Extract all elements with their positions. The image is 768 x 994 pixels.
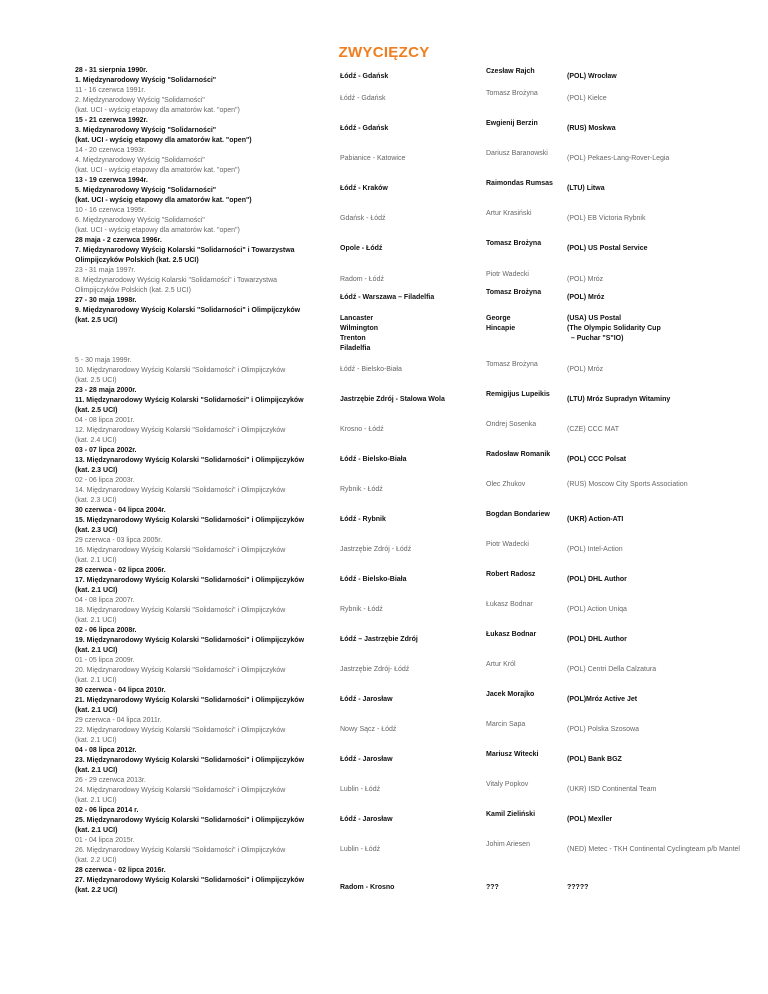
edition-dates: 26 - 29 czerwca 2013r. <box>75 777 146 784</box>
edition-block <box>75 806 304 836</box>
edition-dates: 29 czerwca - 03 lipca 2005r. <box>75 537 163 544</box>
team-cell: (RUS) Moskwa <box>567 125 616 132</box>
route-cell: Łódź - Bielsko-Biała <box>340 366 402 373</box>
route-cell: Łódź - Gdańsk <box>340 73 389 80</box>
winner-cell: Raimondas Rumsas <box>486 180 553 187</box>
winner-cell: Radosław Romanik <box>486 451 551 458</box>
edition-block <box>75 656 285 686</box>
edition-name: 16. Międzynarodowy Wyścig Kolarski "Solidarności" i Olimpijczyków <box>75 547 286 554</box>
winner-cell: Tomasz Brożyna <box>486 361 538 368</box>
route-cell: Łódź - Jarosław <box>340 696 393 703</box>
edition-name: (kat. 2.1 UCI) <box>75 617 117 624</box>
team-cell-extra: (USA) US Postal <box>567 315 622 322</box>
edition-name: 6. Międzynarodowy Wyścig "Solidarności" <box>75 217 205 224</box>
route-cell: Łódź - Kraków <box>340 185 388 192</box>
edition-name: 14. Międzynarodowy Wyścig Kolarski "Solidarności" i Olimpijczyków <box>75 487 286 494</box>
edition-dates: 02 - 06 lipca 2008r. <box>75 627 137 634</box>
route-cell: Radom - Krosno <box>340 884 395 891</box>
edition-block <box>75 476 285 506</box>
route-cell: Nowy Sącz - Łódź <box>340 726 397 733</box>
edition-name: (kat. 2.1 UCI) <box>75 557 117 564</box>
route-cell: Łódź - Gdańsk <box>340 95 386 102</box>
route-cell: Jastrzębie Zdrój - Stalowa Wola <box>340 396 445 403</box>
edition-name: (kat. UCI - wyścig etapowy dla amatorów kat. "open") <box>75 107 240 114</box>
route-cell: Jastrzębie Zdrój - Łódź <box>340 546 412 553</box>
route-cell: Łódź - Gdańsk <box>340 125 389 132</box>
page-title: ZWYCIĘZCY <box>338 44 430 61</box>
edition-dates: 5 - 30 maja 1999r. <box>75 357 132 364</box>
edition-dates: 15 - 21 czerwca 1992r. <box>75 117 148 124</box>
edition-name: 9. Międzynarodowy Wyścig Kolarski "Solidarności" i Olimpijczyków <box>75 307 301 314</box>
edition-name: 2. Międzynarodowy Wyścig "Solidarności" <box>75 97 205 104</box>
winner-cell: Tomasz Brożyna <box>486 240 542 247</box>
team-cell: (POL) Mróz <box>567 366 604 373</box>
team-cell: (CZE) CCC MAT <box>567 426 619 433</box>
edition-name: (kat. 2.1 UCI) <box>75 587 118 594</box>
team-cell: (UKR) ISD Continental Team <box>567 786 657 793</box>
edition-name: 3. Międzynarodowy Wyścig "Solidarności" <box>75 127 217 134</box>
edition-dates: 01 - 05 lipca 2009r. <box>75 657 135 664</box>
edition-name: 10. Międzynarodowy Wyścig Kolarski "Solidarności" i Olimpijczyków <box>75 367 286 374</box>
team-cell: (POL) Pekaes-Lang-Rover-Legia <box>567 155 670 162</box>
edition-block <box>75 236 295 266</box>
edition-dates: 23 - 28 maja 2000r. <box>75 387 137 394</box>
winner-cell: Remigijus Lupeikis <box>486 391 550 398</box>
edition-dates: 04 - 08 lipca 2001r. <box>75 417 135 424</box>
edition-name: 15. Międzynarodowy Wyścig Kolarski "Solidarności" i Olimpijczyków <box>75 517 305 524</box>
edition-name: (kat. 2.1 UCI) <box>75 797 117 804</box>
edition-block <box>75 746 304 776</box>
edition-dates: 04 - 08 lipca 2007r. <box>75 597 135 604</box>
edition-name: (kat. 2.3 UCI) <box>75 497 117 504</box>
edition-name: (kat. 2.5 UCI) <box>75 317 118 324</box>
edition-dates: 29 czerwca - 04 lipca 2011r. <box>75 717 162 724</box>
edition-block <box>75 86 240 116</box>
edition-name: (kat. UCI - wyścig etapowy dla amatorów kat. "open") <box>75 137 252 144</box>
edition-dates: 28 czerwca - 02 lipca 2016r. <box>75 867 166 874</box>
team-cell: (POL)Mróz Active Jet <box>567 696 638 703</box>
team-cell: (POL) Kielce <box>567 95 607 102</box>
winner-cell: Ewgienij Berzin <box>486 120 538 127</box>
winner-cell: Marcin Sapa <box>486 721 526 728</box>
edition-block <box>75 356 285 386</box>
edition-dates: 03 - 07 lipca 2002r. <box>75 447 137 454</box>
edition-name: 12. Międzynarodowy Wyścig Kolarski "Solidarności" i Olimpijczyków <box>75 427 286 434</box>
team-cell: (RUS) Moscow City Sports Association <box>567 481 688 488</box>
team-cell: (POL) CCC Polsat <box>567 456 627 463</box>
edition-block <box>75 146 240 176</box>
winner-cell: Piotr Wadecki <box>486 541 529 548</box>
edition-name: (kat. 2.1 UCI) <box>75 737 117 744</box>
winner-cell: Dariusz Baranowski <box>486 150 548 157</box>
edition-block <box>75 416 285 446</box>
edition-block <box>75 836 285 866</box>
edition-name: 21. Międzynarodowy Wyścig Kolarski "Solidarności" i Olimpijczyków <box>75 697 305 704</box>
winner-cell: Robert Radosz <box>486 571 536 578</box>
edition-block <box>75 596 285 626</box>
route-cell: Lublin - Łódź <box>340 846 381 853</box>
edition-dates: 10 - 16 czerwca 1995r. <box>75 207 146 214</box>
winner-cell: Piotr Wadecki <box>486 271 529 278</box>
edition-name: (kat. 2.5 UCI) <box>75 407 118 414</box>
edition-dates: 11 - 16 czerwca 1991r. <box>75 87 146 94</box>
edition-block <box>75 116 252 146</box>
route-cell: Łódź - Rybnik <box>340 516 386 523</box>
edition-name: 4. Międzynarodowy Wyścig "Solidarności" <box>75 157 205 164</box>
winner-cell: Łukasz Bodnar <box>486 601 533 608</box>
edition-name: (kat. 2.1 UCI) <box>75 767 118 774</box>
edition-dates: 01 - 04 lipca 2015r. <box>75 837 135 844</box>
edition-dates: 02 - 06 lipca 2014 r. <box>75 807 139 814</box>
team-cell: (NED) Metec - TKH Continental Cyclingteam p/b Mantel <box>567 846 740 853</box>
edition-block <box>75 176 252 206</box>
edition-name: (kat. 2.5 UCI) <box>75 377 117 384</box>
edition-block <box>75 866 304 896</box>
route-cell-extra: Lancaster <box>340 315 374 322</box>
route-cell: Łódź – Jastrzębie Zdrój <box>340 636 418 643</box>
edition-name: 18. Międzynarodowy Wyścig Kolarski "Solidarności" i Olimpijczyków <box>75 607 286 614</box>
route-cell-extra: Filadelfia <box>340 345 371 352</box>
edition-name: 26. Międzynarodowy Wyścig Kolarski "Solidarności" i Olimpijczyków <box>75 847 286 854</box>
edition-name: 7. Międzynarodowy Wyścig Kolarski "Solidarności" i Towarzystwa <box>75 247 295 254</box>
winner-cell: Olec Zhukov <box>486 481 526 488</box>
edition-block <box>75 536 285 566</box>
edition-name: (kat. 2.1 UCI) <box>75 677 117 684</box>
edition-name: (kat. 2.4 UCI) <box>75 437 117 444</box>
edition-name: (kat. 2.1 UCI) <box>75 827 118 834</box>
edition-block <box>75 266 277 296</box>
winner-cell: Kamil Zieliński <box>486 811 536 818</box>
route-cell: Rybnik - Łódź <box>340 606 383 613</box>
team-cell: (POL) Mexller <box>567 816 613 823</box>
route-cell-extra: Wilmington <box>340 325 379 332</box>
team-cell: (POL) Bank BGZ <box>567 756 622 763</box>
winner-cell: Tomasz Brożyna <box>486 289 542 296</box>
edition-name: 25. Międzynarodowy Wyścig Kolarski "Solidarności" i Olimpijczyków <box>75 817 305 824</box>
winner-cell: Vitaly Popkov <box>486 781 529 788</box>
route-cell: Radom - Łódź <box>340 276 384 283</box>
route-cell: Łódź - Bielsko-Biała <box>340 456 407 463</box>
edition-name: 20. Międzynarodowy Wyścig Kolarski "Solidarności" i Olimpijczyków <box>75 667 286 674</box>
edition-name: (kat. UCI - wyścig etapowy dla amatorów kat. "open") <box>75 227 240 234</box>
edition-name: 24. Międzynarodowy Wyścig Kolarski "Solidarności" i Olimpijczyków <box>75 787 286 794</box>
team-cell: (POL) Action Uniqa <box>567 606 627 613</box>
team-cell-extra: – Puchar "S"IO) <box>567 335 624 342</box>
edition-name: Olimpijczyków Polskich (kat. 2.5 UCI) <box>75 257 199 264</box>
edition-name: (kat. 2.3 UCI) <box>75 467 118 474</box>
team-cell: (POL) US Postal Service <box>567 245 648 252</box>
winner-cell-extra: Hincapie <box>486 325 516 332</box>
edition-name: (kat. 2.2 UCI) <box>75 887 118 894</box>
team-cell-extra: (The Olympic Solidarity Cup <box>567 325 661 332</box>
route-cell: Łódź - Warszawa – Filadelfia <box>340 294 435 301</box>
winner-cell: Łukasz Bodnar <box>486 631 537 638</box>
team-cell: (POL) Wrocław <box>567 73 617 80</box>
edition-block <box>75 566 304 596</box>
edition-name: (kat. 2.1 UCI) <box>75 647 118 654</box>
route-cell: Jastrzębie Zdrój- Łódź <box>340 666 410 673</box>
team-cell: (POL) DHL Author <box>567 576 627 583</box>
edition-block <box>75 386 304 416</box>
edition-name: 19. Międzynarodowy Wyścig Kolarski "Solidarności" i Olimpijczyków <box>75 637 305 644</box>
team-cell: (LTU) Litwa <box>567 185 605 192</box>
route-cell: Rybnik - Łódź <box>340 486 383 493</box>
edition-name: (kat. 2.3 UCI) <box>75 527 118 534</box>
team-cell: (POL) DHL Author <box>567 636 627 643</box>
edition-name: Olimpijczyków Polskich (kat. 2.5 UCI) <box>75 287 191 294</box>
route-cell: Opole - Łódź <box>340 245 383 252</box>
edition-block <box>75 206 240 236</box>
team-cell: (POL) Mróz <box>567 276 604 283</box>
edition-block <box>75 776 285 806</box>
team-cell: (LTU) Mróz Supradyn Witaminy <box>567 396 671 403</box>
team-cell: (POL) EB Victoria Rybnik <box>567 215 646 222</box>
edition-name: 23. Międzynarodowy Wyścig Kolarski "Solidarności" i Olimpijczyków <box>75 757 305 764</box>
edition-dates: 30 czerwca - 04 lipca 2004r. <box>75 507 166 514</box>
edition-name: 13. Międzynarodowy Wyścig Kolarski "Solidarności" i Olimpijczyków <box>75 457 305 464</box>
edition-block <box>75 626 304 656</box>
route-cell: Pabianice - Katowice <box>340 155 406 162</box>
edition-name: 1. Międzynarodowy Wyścig "Solidarności" <box>75 77 217 84</box>
route-cell-extra: Trenton <box>340 335 366 342</box>
winner-cell: Tomasz Brożyna <box>486 90 538 97</box>
winner-cell: Johim Ariesen <box>486 841 530 848</box>
winner-cell: ??? <box>486 884 499 891</box>
winner-cell: Bogdan Bondariew <box>486 511 550 518</box>
team-cell: (POL) Mróz <box>567 294 605 301</box>
route-cell: Lublin - Łódź <box>340 786 381 793</box>
edition-dates: 30 czerwca - 04 lipca 2010r. <box>75 687 166 694</box>
winner-cell: Artur Krasiński <box>486 210 532 217</box>
route-cell: Krosno - Łódź <box>340 426 384 433</box>
edition-name: 27. Międzynarodowy Wyścig Kolarski "Solidarności" i Olimpijczyków <box>75 877 305 884</box>
winner-cell: Jacek Morajko <box>486 691 535 698</box>
edition-name: (kat. UCI - wyścig etapowy dla amatorów kat. "open") <box>75 167 240 174</box>
edition-dates: 02 - 06 lipca 2003r. <box>75 477 135 484</box>
team-cell: (POL) Intel-Action <box>567 546 623 553</box>
winner-cell: Mariusz Witecki <box>486 751 539 758</box>
edition-dates: 28 - 31 sierpnia 1990r. <box>75 67 148 74</box>
edition-dates: 04 - 08 lipca 2012r. <box>75 747 137 754</box>
edition-name: 11. Międzynarodowy Wyścig Kolarski "Solidarności" i Olimpijczyków <box>75 397 304 404</box>
edition-block <box>75 66 216 86</box>
edition-name: (kat. 2.1 UCI) <box>75 707 118 714</box>
team-cell: (POL) Polska Szosowa <box>567 726 639 733</box>
edition-name: (kat. UCI - wyścig etapowy dla amatorów kat. "open") <box>75 197 252 204</box>
edition-name: 17. Międzynarodowy Wyścig Kolarski "Solidarności" i Olimpijczyków <box>75 577 305 584</box>
edition-name: 8. Międzynarodowy Wyścig Kolarski "Solidarności" i Towarzystwa <box>75 277 278 284</box>
edition-dates: 13 - 19 czerwca 1994r. <box>75 177 148 184</box>
winner-cell: Artur Król <box>486 661 516 668</box>
edition-dates: 14 - 20 czerwca 1993r. <box>75 147 146 154</box>
route-cell: Łódź - Bielsko-Biała <box>340 576 407 583</box>
winner-cell: Czesław Rajch <box>486 68 535 75</box>
edition-block <box>75 446 304 476</box>
edition-name: 5. Międzynarodowy Wyścig "Solidarności" <box>75 187 217 194</box>
edition-name: (kat. 2.2 UCI) <box>75 857 117 864</box>
route-cell: Łódź - Jarosław <box>340 756 393 763</box>
edition-block <box>75 716 285 746</box>
edition-dates: 28 maja - 2 czerwca 1996r. <box>75 237 162 244</box>
edition-block <box>75 296 300 326</box>
edition-dates: 27 - 30 maja 1998r. <box>75 297 137 304</box>
team-cell: (POL) Centri Della Calzatura <box>567 666 657 673</box>
route-cell: Gdańsk - Łódź <box>340 215 386 222</box>
winner-cell-extra: George <box>486 315 511 322</box>
edition-block <box>75 686 304 716</box>
route-cell: Łódź - Jarosław <box>340 816 393 823</box>
edition-block <box>75 506 304 536</box>
edition-dates: 28 czerwca - 02 lipca 2006r. <box>75 567 166 574</box>
winner-cell: Ondrej Sosenka <box>486 421 537 428</box>
edition-name: 22. Międzynarodowy Wyścig Kolarski "Solidarności" i Olimpijczyków <box>75 727 286 734</box>
team-cell: ????? <box>567 884 589 891</box>
team-cell: (UKR) Action-ATI <box>567 516 624 523</box>
edition-dates: 23 - 31 maja 1997r. <box>75 267 136 274</box>
